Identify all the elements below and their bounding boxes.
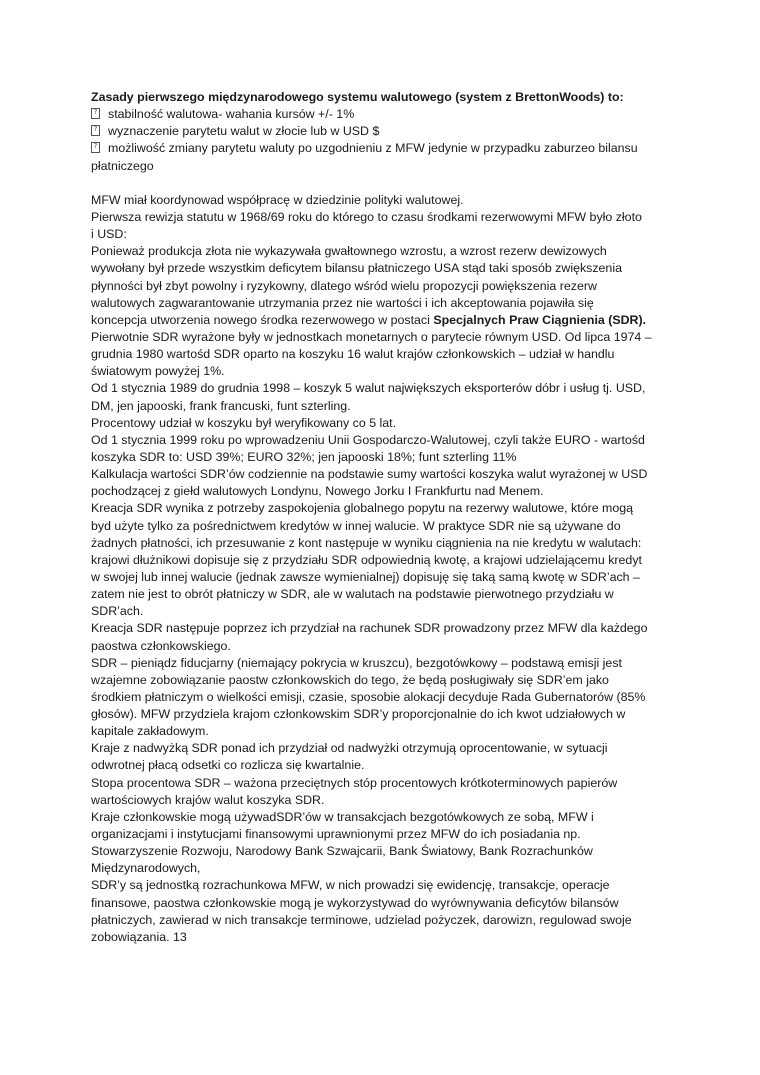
bullet-item — [91, 106, 671, 123]
text-line: pochodzącej z giełd walutowych Londynu, Nowego Jorku I Frankfurtu nad Menem. — [91, 484, 544, 499]
text-line: Od 1 stycznia 1989 do grudnia 1998 – koszyk 5 walut największych eksporterów dóbr i usług tj. USD, — [91, 381, 646, 396]
text-line: Kalkulacja wartości SDR’ów codziennie na podstawie sumy wartości koszyka walut wyrażonej w USD — [91, 467, 648, 482]
text-line: Procentowy udział w koszyku był weryfikowany co 5 lat. — [91, 415, 397, 430]
sdr-term-bold: Specjalnych Praw Ciągnienia (SDR). — [433, 312, 647, 327]
text-span: koncepcja utworzenia nowego środka rezerwowego w postaci — [91, 312, 434, 327]
text-line: i USD: — [91, 227, 127, 242]
text-line: byd użyte tylko za pośrednictwem kredytów w innej walucie. W praktyce SDR nie są używane do — [91, 518, 621, 533]
text-line: organizacjami i instytucjami finansowymi uprawnionymi przez MFW do ich posiadania np. — [91, 827, 581, 842]
text-line: głosów). MFW przydziela krajom członkowskim SDR’y proporcjonalnie do ich kwot udziałowych w — [91, 707, 626, 722]
text-line: w swojej lub innej walucie (jednak zawsze wymienialnej) dopisuję się taką samą kwotę w SDR’ach – — [91, 569, 640, 584]
text-line: Ponieważ produkcja złota nie wykazywała gwałtownego wzrostu, a wzrost rezerw dewizowych — [91, 244, 607, 259]
text-line: Pierwotnie SDR wyrażone były w jednostkach monetarnych o parytecie równym USD. Od lipca 1974 – — [91, 329, 652, 344]
text-line: Od 1 stycznia 1999 roku po wprowadzeniu Unii Gospodarczo-Walutowej, czyli także EURO - wartośd — [91, 432, 645, 447]
sdr-definition-line — [91, 312, 671, 329]
missing-glyph-box-icon — [91, 125, 100, 136]
text-line: wartościowych krajów walut koszyka SDR. — [91, 792, 325, 807]
paragraph-gap — [91, 175, 671, 192]
text-line: walutowych zagwarantowanie utrzymania przez nie wartości i ich akceptowania pojawiła się — [91, 295, 594, 310]
text-line: SDR’ach. — [91, 604, 144, 619]
text-line: płynności był zbyt powolny i ryzykowny, dlatego wśród wielu propozycji powiększenia rezerw — [91, 278, 597, 293]
text-line: światowym powyżej 1%. — [91, 364, 225, 379]
text-line: Kraje członkowskie mogą używadSDR’ów w transakcjach bezgotówkowych ze sobą, MFW i — [91, 809, 594, 824]
text-line: koszyka SDR to: USD 39%; EURO 32%; jen japooski 18%; funt szterling 11% — [91, 449, 517, 464]
bullet-item — [91, 140, 671, 157]
text-line: MFW miał koordynowad współpracę w dziedzinie polityki walutowej. — [91, 192, 464, 207]
text-line: finansowe, paostwa członkowskie mogą je wykorzystywad do wyrównywania deficytów bilansów — [91, 895, 619, 910]
text-line: krajowi dłużnikowi dopisuje się z przydziału SDR odpowiednią kwotę, a krajowi udzielającemu kredyt — [91, 552, 642, 567]
text-line: grudnia 1980 wartośd SDR oparto na koszyku 16 walut krajów członkowskich – udział w handlu — [91, 347, 615, 362]
text-line: żadnych płatności, ich przesuwanie z kont następuje w wyniku ciągnienia na nie kredytu w walutach: — [91, 535, 642, 550]
text-line: środkiem płatniczym o wielkości emisji, czasie, sposobie alokacji decyduje Rada Gubernatorów (85% — [91, 689, 646, 704]
bullet-continuation: płatniczego — [91, 158, 154, 173]
document-body — [91, 89, 671, 946]
text-line: zobowiązania. 13 — [91, 929, 187, 944]
text-line: płatniczych, zawierad w nich transakcje terminowe, udzielad pożyczek, darowizn, regulowad swoje — [91, 912, 632, 927]
bullet-item — [91, 123, 671, 140]
text-line: wywołany był przede wszystkim deficytem bilansu płatniczego USA stąd taki sposób zwiększenia — [91, 261, 622, 276]
page-heading: Zasady pierwszego międzynarodowego systemu walutowego (system z BrettonWoods) to: — [91, 90, 624, 104]
text-line: Kraje z nadwyżką SDR ponad ich przydział od nadwyżki otrzymują oprocentowanie, w sytuacji — [91, 741, 608, 756]
text-line: Kreacja SDR następuje poprzez ich przydział na rachunek SDR prowadzony przez MFW dla każdego — [91, 621, 648, 636]
missing-glyph-box-icon — [91, 142, 100, 153]
text-line: Kreacja SDR wynika z potrzeby zaspokojenia globalnego popytu na rezerwy walutowe, które mogą — [91, 501, 634, 516]
bullet-text: możliwość zmiany parytetu waluty po uzgodnieniu z MFW jedynie w przypadku zaburzeo bilansu — [108, 141, 638, 156]
text-line: Pierwsza rewizja statutu w 1968/69 roku do którego to czasu środkami rezerwowymi MFW było złoto — [91, 209, 642, 224]
text-line: zatem nie jest to obrót płatniczy w SDR, ale w walutach na podstawie pierwotnego przydziału w — [91, 587, 614, 602]
text-line: Stopa procentowa SDR – ważona przeciętnych stóp procentowych krótkoterminowych papierów — [91, 775, 618, 790]
text-line: wzajemne zobowiązanie paostw członkowskich do tego, że będą posługiwały się SDR’em jako — [91, 672, 609, 687]
missing-glyph-box-icon — [91, 108, 100, 119]
bullet-text: wyznaczenie parytetu walut w złocie lub w USD $ — [108, 124, 380, 139]
text-line: Międzynarodowych, — [91, 861, 201, 876]
text-line: SDR – pieniądz fiducjarny (niemający pokrycia w kruszcu), bezgotówkowy – podstawą emisji jest — [91, 655, 622, 670]
text-line: DM, jen japooski, frank francuski, funt szterling. — [91, 398, 351, 413]
text-line: SDR’y są jednostką rozrachunkowa MFW, w nich prowadzi się ewidencję, transakcje, operacje — [91, 878, 610, 893]
text-line: odwrotnej płacą odsetki co rozlicza się kwartalnie. — [91, 758, 365, 773]
bullet-text: stabilność walutowa- wahania kursów +/- 1% — [108, 107, 355, 122]
text-line: Stowarzyszenie Rozwoju, Narodowy Bank Szwajcarii, Bank Światowy, Bank Rozrachunków — [91, 844, 593, 859]
text-line: kapitale zakładowym. — [91, 724, 209, 739]
text-line: paostwa członkowskiego. — [91, 638, 231, 653]
